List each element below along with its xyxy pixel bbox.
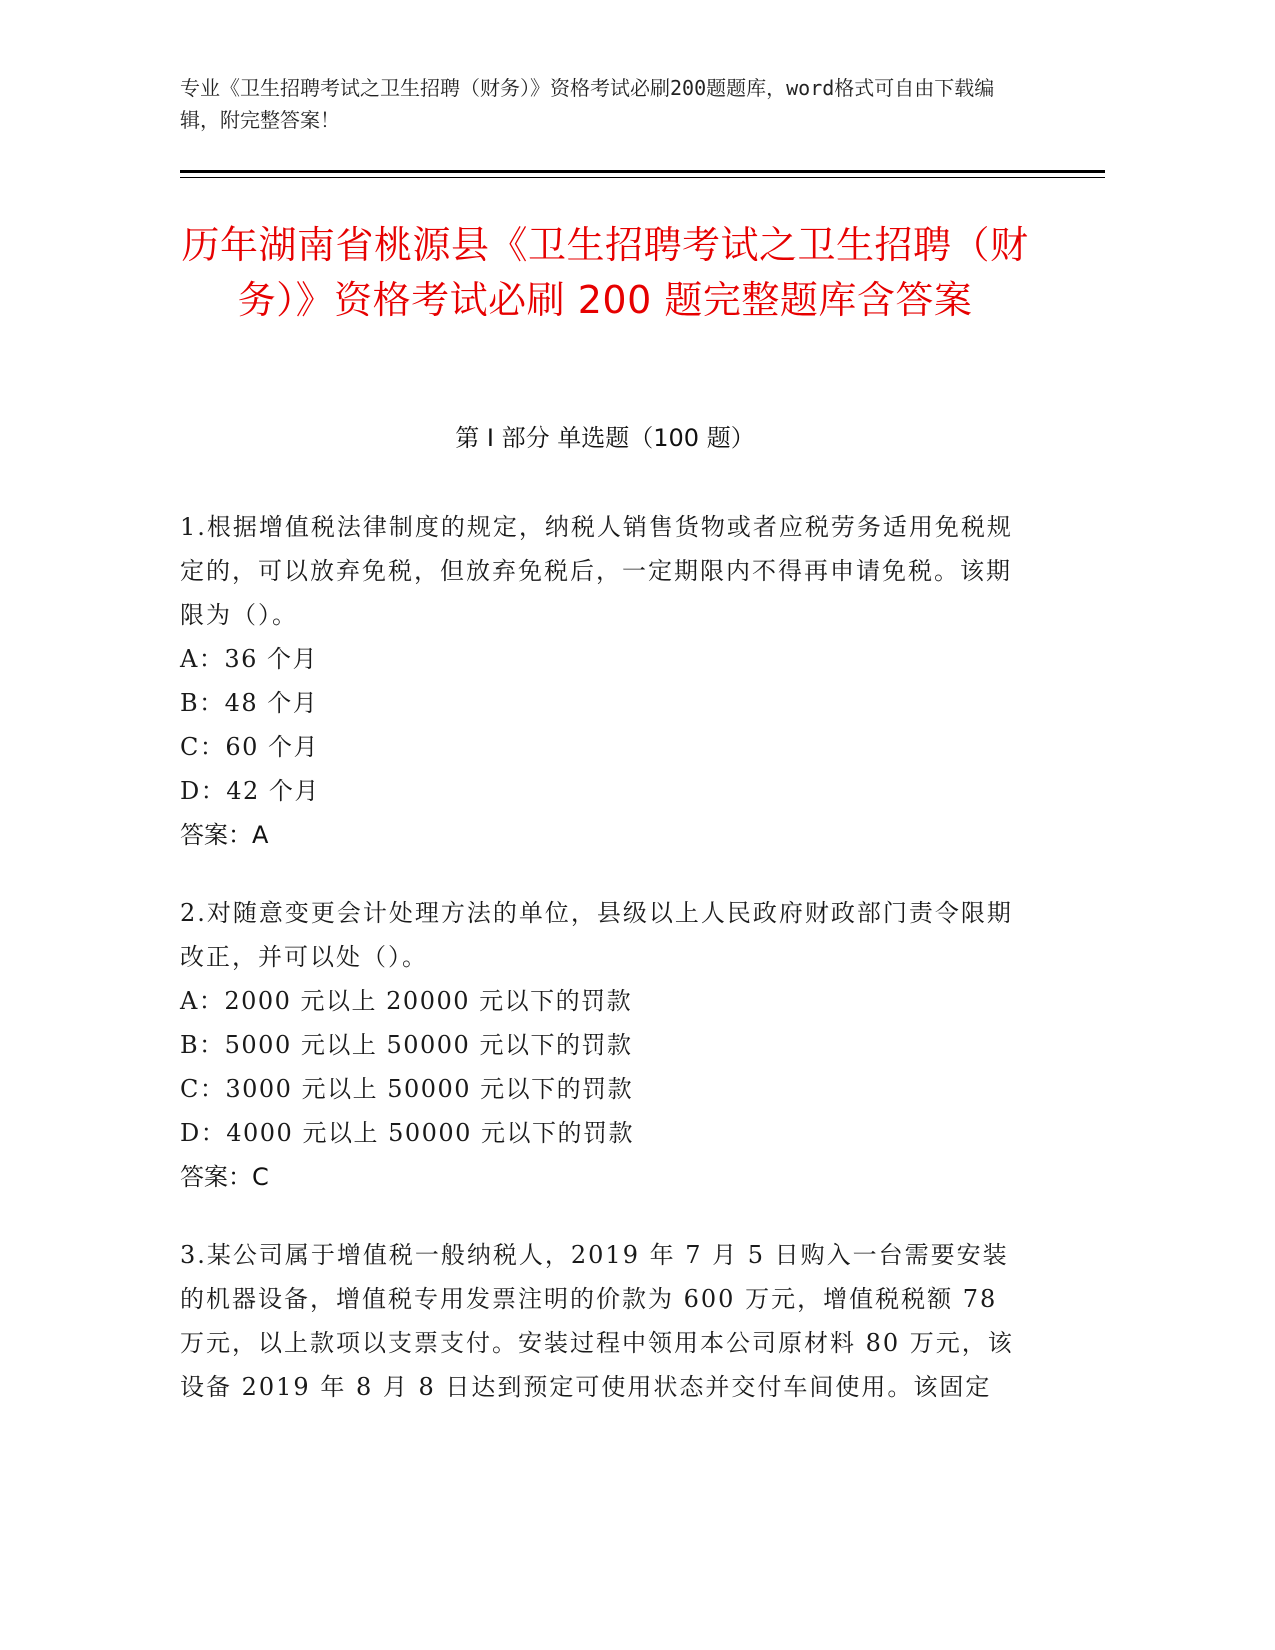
answer: 答案：C [180, 1163, 269, 1191]
option-b: B：5000 元以上 50000 元以下的罚款 [180, 1031, 633, 1059]
question-stem: 2.对随意变更会计处理方法的单位，县级以上人民政府财政部门责令限期改正，并可以处（）。 [180, 899, 1013, 971]
option-d: D：42 个月 [180, 777, 320, 805]
question-1 [180, 505, 1030, 857]
header-note: 专业《卫生招聘考试之卫生招聘（财务）》资格考试必刷200题题库，word格式可自由下载编辑，附完整答案！ [180, 76, 995, 132]
option-a: A：36 个月 [180, 645, 318, 673]
header-divider-thin [180, 177, 1105, 178]
question-stem: 3.某公司属于增值税一般纳税人，2019 年 7 月 5 日购入一台需要安装的机器设备，增值税专用发票注明的价款为 600 万元，增值税税额 78 万元，以上款项以支票支付。安装过程中领用本公司原材料 80 万元，该设备 2019 年 8 月 8 日达到预定可使用状态并交付车间使用。该固定 [180, 1241, 1014, 1401]
document-title: 历年湖南省桃源县《卫生招聘考试之卫生招聘（财务）》资格考试必刷 200 题完整题库含答案 [181, 223, 1029, 322]
question-2 [180, 891, 1030, 1199]
option-d: D：4000 元以上 50000 元以下的罚款 [180, 1119, 635, 1147]
option-c: C：60 个月 [180, 733, 320, 761]
section-heading: 第 I 部分 单选题（100 题） [455, 424, 755, 452]
header-divider-thick [180, 170, 1105, 173]
question-list [180, 505, 1030, 1443]
option-c: C：3000 元以上 50000 元以下的罚款 [180, 1075, 634, 1103]
option-b: B：48 个月 [180, 689, 319, 717]
answer: 答案：A [180, 821, 269, 849]
question-stem: 1.根据增值税法律制度的规定，纳税人销售货物或者应税劳务适用免税规定的，可以放弃免税，但放弃免税后，一定期限内不得再申请免税。该期限为（）。 [180, 513, 1013, 629]
option-a: A：2000 元以上 20000 元以下的罚款 [180, 987, 633, 1015]
question-3 [180, 1233, 1030, 1409]
